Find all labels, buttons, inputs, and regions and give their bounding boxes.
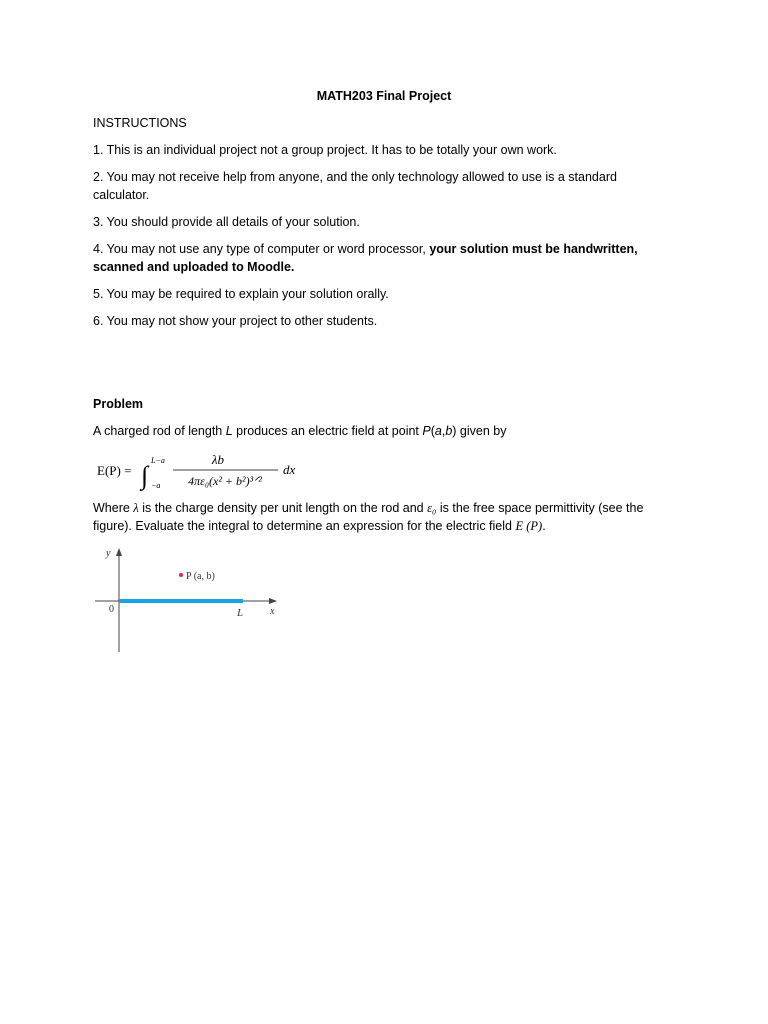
problem-description bbox=[93, 499, 668, 535]
coord-a-symbol: a bbox=[434, 424, 442, 438]
point-p-marker bbox=[179, 573, 183, 577]
problem-intro-text: , bbox=[441, 424, 446, 438]
instruction-item-2: 2. You may not receive help from anyone, and the only technology allowed to use is a standard calculator. bbox=[93, 170, 617, 202]
formula-differential: dx bbox=[283, 462, 296, 477]
problem-intro bbox=[93, 422, 668, 440]
problem-description-text: is the charge density per unit length on the rod and bbox=[138, 501, 428, 515]
formula-lower-limit: −a bbox=[151, 481, 161, 490]
problem-intro-text: A charged rod of length bbox=[93, 424, 226, 438]
rod-end-label: L bbox=[237, 607, 244, 619]
origin-label: 0 bbox=[109, 604, 114, 615]
point-p-label: P (a, b) bbox=[186, 571, 215, 582]
page-title: MATH203 Final Project bbox=[316, 89, 452, 103]
problem-description-text: Where bbox=[93, 501, 134, 515]
problem-description-text: . bbox=[542, 519, 546, 533]
problem-heading: Problem bbox=[93, 397, 144, 411]
field-symbol: E (P) bbox=[515, 519, 543, 533]
instruction-item-4-text: 4. You may not use any type of computer or word processor, bbox=[93, 242, 430, 256]
instruction-item-6: 6. You may not show your project to other students. bbox=[93, 314, 378, 328]
problem-intro-text: produces an electric field at point bbox=[232, 424, 423, 438]
electric-field-formula bbox=[93, 450, 353, 498]
problem-intro-text: ) given by bbox=[452, 424, 507, 438]
formula-upper-limit: L−a bbox=[151, 456, 165, 465]
formula-denominator: 4πε₀(x² + b²)³ᐟ² bbox=[188, 474, 262, 488]
x-axis-arrow-icon bbox=[269, 598, 277, 604]
instructions-heading: INSTRUCTIONS bbox=[93, 116, 187, 130]
instruction-item-1: 1. This is an individual project not a group project. It has to be totally your own work. bbox=[93, 143, 557, 157]
charged-rod bbox=[119, 599, 243, 603]
point-symbol: P bbox=[422, 424, 431, 438]
rod-length-symbol: L bbox=[225, 424, 233, 438]
x-axis-label: x bbox=[270, 606, 275, 617]
y-axis-arrow-icon bbox=[116, 548, 122, 556]
formula-numerator: λb bbox=[211, 452, 225, 467]
problem-intro-text: ( bbox=[430, 424, 435, 438]
lambda-symbol: λ bbox=[133, 501, 139, 515]
instruction-item-4-bold: your solution must be handwritten, scanned and uploaded to Moodle. bbox=[93, 242, 638, 274]
instruction-item-5: 5. You may be required to explain your solution orally. bbox=[93, 287, 389, 301]
y-axis-label: y bbox=[106, 548, 111, 559]
integral-sign-icon: ∫ bbox=[141, 461, 149, 490]
instruction-item-4 bbox=[93, 240, 668, 276]
problem-description-text: is the free space permittivity (see the figure). Evaluate the integral to determine an expression for the electric field bbox=[93, 501, 644, 533]
formula-lhs: E(P) = bbox=[97, 463, 132, 478]
epsilon-symbol: ε₀ bbox=[427, 501, 437, 515]
rod-figure bbox=[93, 544, 288, 654]
instruction-item-3: 3. You should provide all details of your solution. bbox=[93, 215, 360, 229]
coord-b-symbol: b bbox=[445, 424, 453, 438]
